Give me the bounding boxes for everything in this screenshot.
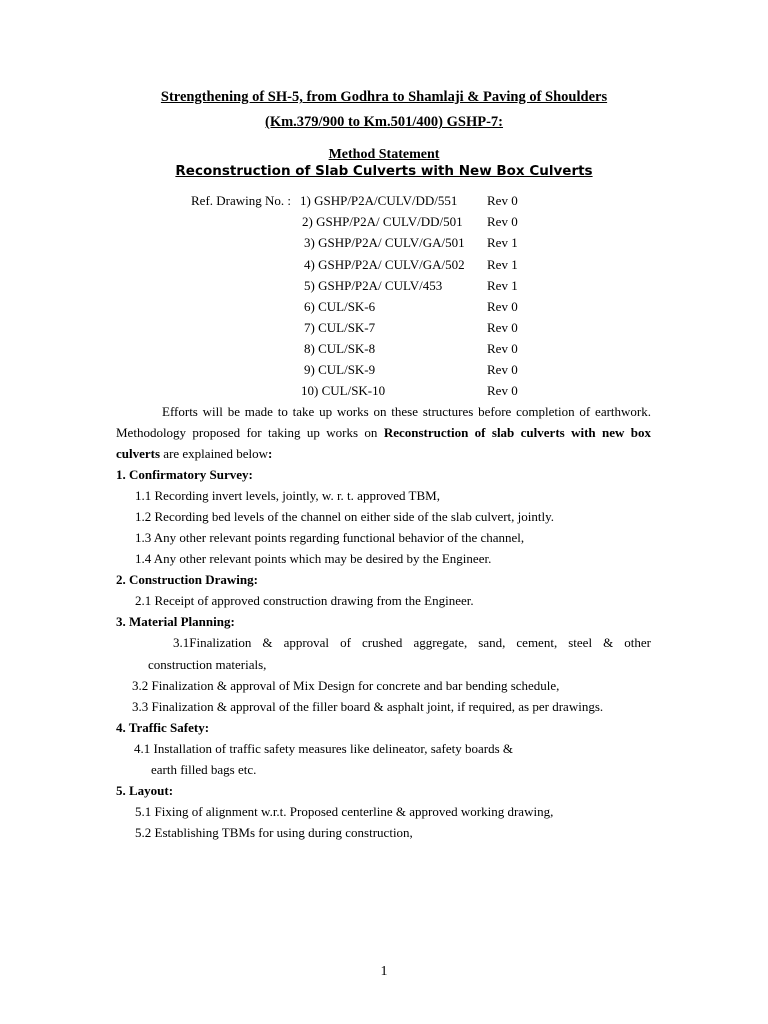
intro-emphasis: culverts xyxy=(116,446,161,461)
ref-drawing-label: Ref. Drawing No. : xyxy=(191,193,292,208)
drawing-number: 1) GSHP/P2A/CULV/DD/551 xyxy=(300,193,458,208)
drawing-revision: Rev 0 xyxy=(487,214,518,229)
intro-paragraph-line-2 xyxy=(116,425,651,441)
page-number: 1 xyxy=(380,964,388,979)
list-item: 4.1 Installation of traffic safety measures like delineator, safety boards & xyxy=(134,741,513,756)
intro-paragraph-line-3 xyxy=(116,446,272,462)
list-item: 3.1Finalization & approval of crushed aggregate, sand, cement, steel & other xyxy=(173,635,651,650)
drawing-revision: Rev 1 xyxy=(487,278,518,293)
list-item-continuation: construction materials, xyxy=(148,657,267,672)
drawing-number: 10) CUL/SK-10 xyxy=(301,383,386,398)
list-item-continuation: earth filled bags etc. xyxy=(151,762,257,777)
drawing-revision: Rev 0 xyxy=(487,320,518,335)
list-item: 2.1 Receipt of approved construction drawing from the Engineer. xyxy=(135,593,474,608)
list-item: 3.3 Finalization & approval of the filler board & asphalt joint, if required, as per drawings. xyxy=(132,699,604,714)
drawing-revision: Rev 0 xyxy=(487,362,518,377)
section-heading-traffic-safety: 4. Traffic Safety: xyxy=(116,720,210,735)
drawing-number: 8) CUL/SK-8 xyxy=(304,341,376,356)
list-item: 1.4 Any other relevant points which may be desired by the Engineer. xyxy=(135,551,492,566)
intro-emphasis: Reconstruction of slab culverts with new box xyxy=(383,425,652,440)
intro-text: Methodology proposed for taking up works on xyxy=(116,425,378,440)
drawing-number: 6) CUL/SK-6 xyxy=(304,299,376,314)
drawing-revision: Rev 1 xyxy=(487,235,518,250)
drawing-revision: Rev 0 xyxy=(487,193,518,208)
drawing-revision: Rev 1 xyxy=(487,257,518,272)
drawing-number: 7) CUL/SK-7 xyxy=(304,320,376,335)
intro-paragraph-line-1: Efforts will be made to take up works on these structures before completion of earthwork. xyxy=(162,404,651,419)
list-item: 1.2 Recording bed levels of the channel on either side of the slab culvert, jointly. xyxy=(135,509,555,524)
drawing-revision: Rev 0 xyxy=(487,299,518,314)
drawing-revision: Rev 0 xyxy=(487,383,518,398)
intro-colon: : xyxy=(267,446,273,461)
drawing-number: 5) GSHP/P2A/ CULV/453 xyxy=(304,278,443,293)
list-item: 5.1 Fixing of alignment w.r.t. Proposed centerline & approved working drawing, xyxy=(135,804,554,819)
list-item: 5.2 Establishing TBMs for using during construction, xyxy=(135,825,413,840)
document-title-line-2: (Km.379/900 to Km.501/400) GSHP-7: xyxy=(264,114,504,130)
document-title-line-1: Strengthening of SH-5, from Godhra to Shamlaji & Paving of Shoulders xyxy=(160,89,608,105)
drawing-number: 9) CUL/SK-9 xyxy=(304,362,376,377)
list-item: 1.1 Recording invert levels, jointly, w. r. t. approved TBM, xyxy=(135,488,440,503)
list-item: 1.3 Any other relevant points regarding functional behavior of the channel, xyxy=(135,530,525,545)
method-statement-heading: Method Statement xyxy=(328,147,440,162)
section-heading-construction-drawing: 2. Construction Drawing: xyxy=(116,572,258,587)
intro-text: are explained below xyxy=(163,446,268,461)
drawing-number: 2) GSHP/P2A/ CULV/DD/501 xyxy=(302,214,463,229)
section-heading-layout: 5. Layout: xyxy=(116,783,174,798)
drawing-number: 3) GSHP/P2A/ CULV/GA/501 xyxy=(304,235,465,250)
section-heading-material-planning: 3. Material Planning: xyxy=(116,614,235,629)
subject-heading: Reconstruction of Slab Culverts with New Box Culverts xyxy=(175,163,593,179)
section-heading-confirmatory-survey: 1. Confirmatory Survey: xyxy=(116,467,253,482)
drawing-number: 4) GSHP/P2A/ CULV/GA/502 xyxy=(304,257,465,272)
drawing-revision: Rev 0 xyxy=(487,341,518,356)
list-item: 3.2 Finalization & approval of Mix Design for concrete and bar bending schedule, xyxy=(132,678,560,693)
